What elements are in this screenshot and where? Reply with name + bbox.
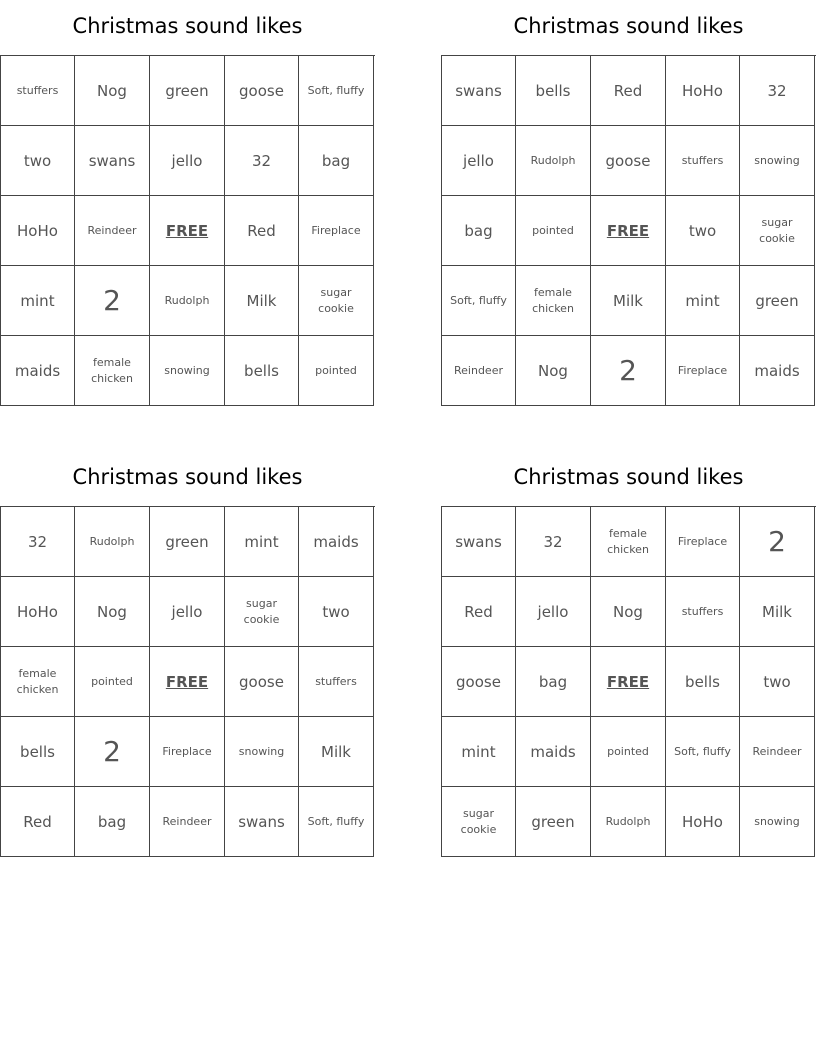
bingo-cell[interactable]: pointed	[299, 336, 374, 406]
bingo-cell[interactable]: Reindeer	[740, 717, 815, 787]
bingo-cell[interactable]: Soft, fluffy	[299, 56, 374, 126]
bingo-cell[interactable]: bells	[666, 647, 740, 717]
bingo-cell[interactable]: mint	[666, 266, 740, 336]
bingo-cell[interactable]: maids	[299, 507, 374, 577]
bingo-grid	[0, 506, 375, 857]
bingo-cell[interactable]: pointed	[591, 717, 666, 787]
card-title: Christmas sound likes	[513, 14, 744, 38]
bingo-cell[interactable]: maids	[516, 717, 591, 787]
bingo-cell[interactable]: Rudolph	[591, 787, 666, 857]
card-title: Christmas sound likes	[72, 14, 303, 38]
bingo-cell[interactable]: female chicken	[591, 507, 666, 577]
bingo-grid	[441, 506, 816, 857]
bingo-cell[interactable]: female chicken	[75, 336, 150, 406]
bingo-cell[interactable]: bag	[299, 126, 374, 196]
bingo-cell[interactable]: Fireplace	[299, 196, 374, 266]
bingo-cell[interactable]: green	[150, 56, 225, 126]
free-space-cell[interactable]: FREE	[150, 647, 225, 717]
bingo-cell[interactable]: bag	[442, 196, 516, 266]
bingo-card-1	[0, 0, 375, 406]
bingo-cell[interactable]: HoHo	[666, 787, 740, 857]
bingo-cell[interactable]: jello	[150, 577, 225, 647]
bingo-cell[interactable]: mint	[1, 266, 75, 336]
bingo-cell[interactable]: snowing	[150, 336, 225, 406]
bingo-cell[interactable]: green	[516, 787, 591, 857]
bingo-cell[interactable]: 32	[740, 56, 815, 126]
bingo-cell[interactable]: jello	[516, 577, 591, 647]
bingo-cell[interactable]: swans	[442, 56, 516, 126]
card-title: Christmas sound likes	[513, 465, 744, 489]
bingo-cell[interactable]: maids	[740, 336, 815, 406]
bingo-card-4	[441, 451, 816, 857]
bingo-cell[interactable]: bells	[1, 717, 75, 787]
bingo-cell[interactable]: 32	[225, 126, 299, 196]
bingo-cell[interactable]: stuffers	[666, 577, 740, 647]
bingo-cell[interactable]: goose	[225, 56, 299, 126]
bingo-cell[interactable]: swans	[225, 787, 299, 857]
bingo-cell[interactable]: Rudolph	[150, 266, 225, 336]
bingo-cell[interactable]: female chicken	[516, 266, 591, 336]
bingo-cell[interactable]: sugar cookie	[299, 266, 374, 336]
bingo-cell[interactable]: sugar cookie	[225, 577, 299, 647]
bingo-cell[interactable]: Reindeer	[442, 336, 516, 406]
bingo-cell[interactable]: snowing	[225, 717, 299, 787]
bingo-cell[interactable]: 2	[75, 717, 150, 787]
bingo-cell[interactable]: Reindeer	[150, 787, 225, 857]
bingo-cell[interactable]: Milk	[591, 266, 666, 336]
card-title: Christmas sound likes	[72, 465, 303, 489]
free-space-cell[interactable]: FREE	[591, 196, 666, 266]
free-space-cell[interactable]: FREE	[150, 196, 225, 266]
bingo-cell[interactable]: green	[740, 266, 815, 336]
bingo-cell[interactable]: Red	[225, 196, 299, 266]
bingo-cell[interactable]: jello	[442, 126, 516, 196]
bingo-cell[interactable]: Fireplace	[150, 717, 225, 787]
bingo-cell[interactable]: 2	[591, 336, 666, 406]
bingo-cell[interactable]: Red	[1, 787, 75, 857]
bingo-cell[interactable]: Rudolph	[75, 507, 150, 577]
bingo-cell[interactable]: snowing	[740, 787, 815, 857]
bingo-cell[interactable]: sugar cookie	[740, 196, 815, 266]
bingo-cell[interactable]: bag	[75, 787, 150, 857]
bingo-cell[interactable]: green	[150, 507, 225, 577]
bingo-cell[interactable]: goose	[442, 647, 516, 717]
bingo-cell[interactable]: pointed	[516, 196, 591, 266]
bingo-card-2	[441, 0, 816, 406]
bingo-cell[interactable]: Red	[442, 577, 516, 647]
bingo-cell[interactable]: Reindeer	[75, 196, 150, 266]
bingo-cell[interactable]: HoHo	[1, 577, 75, 647]
bingo-cell[interactable]: Rudolph	[516, 126, 591, 196]
bingo-cell[interactable]: Nog	[591, 577, 666, 647]
bingo-cell[interactable]: Milk	[225, 266, 299, 336]
bingo-card-3	[0, 451, 375, 857]
bingo-cell[interactable]: Soft, fluffy	[442, 266, 516, 336]
bingo-cell[interactable]: 32	[516, 507, 591, 577]
bingo-cell[interactable]: two	[740, 647, 815, 717]
bingo-cell[interactable]: female chicken	[1, 647, 75, 717]
bingo-cell[interactable]: Soft, fluffy	[299, 787, 374, 857]
bingo-cell[interactable]: 2	[75, 266, 150, 336]
bingo-cell[interactable]: Nog	[75, 56, 150, 126]
bingo-cell[interactable]: two	[666, 196, 740, 266]
bingo-cell[interactable]: HoHo	[1, 196, 75, 266]
bingo-cell[interactable]: goose	[225, 647, 299, 717]
bingo-cell[interactable]: bag	[516, 647, 591, 717]
bingo-grid	[441, 55, 816, 406]
bingo-cell[interactable]: two	[1, 126, 75, 196]
free-space-cell[interactable]: FREE	[591, 647, 666, 717]
bingo-cell[interactable]: mint	[225, 507, 299, 577]
bingo-cell[interactable]: Milk	[740, 577, 815, 647]
bingo-cell[interactable]: Nog	[75, 577, 150, 647]
bingo-cell[interactable]: Milk	[299, 717, 374, 787]
bingo-cell[interactable]: 2	[740, 507, 815, 577]
bingo-cell[interactable]: 32	[1, 507, 75, 577]
bingo-cell[interactable]: stuffers	[666, 126, 740, 196]
bingo-cell[interactable]: sugar cookie	[442, 787, 516, 857]
bingo-cell[interactable]: bells	[225, 336, 299, 406]
bingo-grid	[0, 55, 375, 406]
bingo-cell[interactable]: bells	[516, 56, 591, 126]
bingo-cell[interactable]: HoHo	[666, 56, 740, 126]
bingo-cell[interactable]: swans	[75, 126, 150, 196]
bingo-cell[interactable]: Red	[591, 56, 666, 126]
bingo-cell[interactable]: stuffers	[299, 647, 374, 717]
bingo-cell[interactable]: pointed	[75, 647, 150, 717]
bingo-cell[interactable]: Fireplace	[666, 336, 740, 406]
bingo-cell[interactable]: snowing	[740, 126, 815, 196]
bingo-cell[interactable]: two	[299, 577, 374, 647]
bingo-cell[interactable]: Soft, fluffy	[666, 717, 740, 787]
bingo-cell[interactable]: Nog	[516, 336, 591, 406]
bingo-cell[interactable]: Fireplace	[666, 507, 740, 577]
bingo-cell[interactable]: goose	[591, 126, 666, 196]
bingo-cell[interactable]: mint	[442, 717, 516, 787]
bingo-cell[interactable]: stuffers	[1, 56, 75, 126]
bingo-cell[interactable]: maids	[1, 336, 75, 406]
bingo-cell[interactable]: swans	[442, 507, 516, 577]
bingo-cell[interactable]: jello	[150, 126, 225, 196]
